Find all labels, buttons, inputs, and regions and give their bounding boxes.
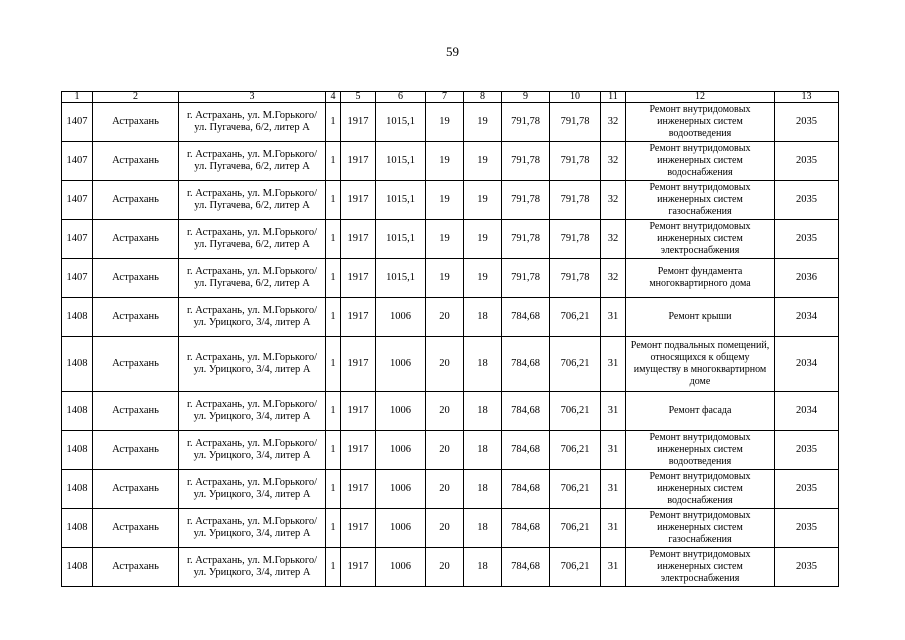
apartments-residential-cell: 18 xyxy=(464,431,502,470)
address-cell: г. Астрахань, ул. М.Горького/ ул. Урицкого, 3/4, литер А xyxy=(179,470,326,509)
city-cell: Астрахань xyxy=(93,298,179,337)
address-cell: г. Астрахань, ул. М.Горького/ ул. Пугачева, 6/2, литер А xyxy=(179,259,326,298)
year-built-cell: 1917 xyxy=(341,548,376,587)
apartments-total-cell: 20 xyxy=(426,431,464,470)
work-type-cell: Ремонт фасада xyxy=(626,392,775,431)
owned-area-cell: 791,78 xyxy=(550,103,601,142)
work-type-cell: Ремонт подвальных помещений, относящихся к общему имуществу в многоквартирном доме xyxy=(626,337,775,392)
residents-cell: 31 xyxy=(601,392,626,431)
total-area-cell: 1006 xyxy=(376,431,426,470)
row-number-cell: 1407 xyxy=(62,103,93,142)
work-type-cell: Ремонт внутридомовых инженерных систем газоснабжения xyxy=(626,509,775,548)
owned-area-cell: 706,21 xyxy=(550,392,601,431)
residents-cell: 32 xyxy=(601,220,626,259)
column-header: 4 xyxy=(326,92,341,103)
column-header: 12 xyxy=(626,92,775,103)
table-row xyxy=(62,103,839,142)
city-cell: Астрахань xyxy=(93,181,179,220)
table-row xyxy=(62,509,839,548)
apartments-residential-cell: 18 xyxy=(464,509,502,548)
work-type-cell: Ремонт внутридомовых инженерных систем газоснабжения xyxy=(626,181,775,220)
table-row xyxy=(62,470,839,509)
city-cell: Астрахань xyxy=(93,259,179,298)
row-number-cell: 1408 xyxy=(62,392,93,431)
residential-area-cell: 784,68 xyxy=(502,431,550,470)
building-count-cell: 1 xyxy=(326,298,341,337)
city-cell: Астрахань xyxy=(93,103,179,142)
row-number-cell: 1408 xyxy=(62,337,93,392)
column-header: 6 xyxy=(376,92,426,103)
planned-year-cell: 2035 xyxy=(775,509,839,548)
table-row xyxy=(62,548,839,587)
planned-year-cell: 2035 xyxy=(775,470,839,509)
residential-area-cell: 784,68 xyxy=(502,337,550,392)
year-built-cell: 1917 xyxy=(341,220,376,259)
column-header: 9 xyxy=(502,92,550,103)
year-built-cell: 1917 xyxy=(341,181,376,220)
repair-schedule-table xyxy=(61,91,839,587)
residential-area-cell: 784,68 xyxy=(502,392,550,431)
owned-area-cell: 706,21 xyxy=(550,431,601,470)
city-cell: Астрахань xyxy=(93,220,179,259)
apartments-total-cell: 20 xyxy=(426,298,464,337)
residents-cell: 31 xyxy=(601,548,626,587)
address-cell: г. Астрахань, ул. М.Горького/ ул. Пугачева, 6/2, литер А xyxy=(179,220,326,259)
building-count-cell: 1 xyxy=(326,431,341,470)
total-area-cell: 1006 xyxy=(376,392,426,431)
total-area-cell: 1015,1 xyxy=(376,220,426,259)
residents-cell: 31 xyxy=(601,509,626,548)
residents-cell: 31 xyxy=(601,337,626,392)
residents-cell: 32 xyxy=(601,181,626,220)
work-type-cell: Ремонт внутридомовых инженерных систем электроснабжения xyxy=(626,548,775,587)
planned-year-cell: 2034 xyxy=(775,337,839,392)
owned-area-cell: 706,21 xyxy=(550,337,601,392)
residents-cell: 31 xyxy=(601,470,626,509)
city-cell: Астрахань xyxy=(93,392,179,431)
row-number-cell: 1408 xyxy=(62,470,93,509)
page-number: 59 xyxy=(446,44,459,59)
year-built-cell: 1917 xyxy=(341,298,376,337)
column-header: 11 xyxy=(601,92,626,103)
planned-year-cell: 2035 xyxy=(775,142,839,181)
residential-area-cell: 784,68 xyxy=(502,298,550,337)
address-cell: г. Астрахань, ул. М.Горького/ ул. Урицкого, 3/4, литер А xyxy=(179,298,326,337)
year-built-cell: 1917 xyxy=(341,337,376,392)
residential-area-cell: 791,78 xyxy=(502,142,550,181)
apartments-total-cell: 20 xyxy=(426,509,464,548)
total-area-cell: 1015,1 xyxy=(376,181,426,220)
table-row xyxy=(62,337,839,392)
address-cell: г. Астрахань, ул. М.Горького/ ул. Пугачева, 6/2, литер А xyxy=(179,142,326,181)
owned-area-cell: 791,78 xyxy=(550,181,601,220)
residents-cell: 32 xyxy=(601,142,626,181)
year-built-cell: 1917 xyxy=(341,509,376,548)
apartments-total-cell: 19 xyxy=(426,181,464,220)
table-row xyxy=(62,431,839,470)
row-number-cell: 1408 xyxy=(62,509,93,548)
column-header: 13 xyxy=(775,92,839,103)
building-count-cell: 1 xyxy=(326,103,341,142)
address-cell: г. Астрахань, ул. М.Горького/ ул. Урицкого, 3/4, литер А xyxy=(179,548,326,587)
residential-area-cell: 784,68 xyxy=(502,548,550,587)
column-number-row xyxy=(62,92,839,103)
work-type-cell: Ремонт крыши xyxy=(626,298,775,337)
total-area-cell: 1015,1 xyxy=(376,259,426,298)
apartments-residential-cell: 19 xyxy=(464,142,502,181)
apartments-residential-cell: 18 xyxy=(464,392,502,431)
table-row xyxy=(62,298,839,337)
owned-area-cell: 706,21 xyxy=(550,298,601,337)
year-built-cell: 1917 xyxy=(341,470,376,509)
apartments-residential-cell: 19 xyxy=(464,103,502,142)
total-area-cell: 1015,1 xyxy=(376,103,426,142)
residents-cell: 32 xyxy=(601,259,626,298)
year-built-cell: 1917 xyxy=(341,103,376,142)
apartments-total-cell: 20 xyxy=(426,470,464,509)
column-header: 7 xyxy=(426,92,464,103)
building-count-cell: 1 xyxy=(326,509,341,548)
row-number-cell: 1408 xyxy=(62,548,93,587)
city-cell: Астрахань xyxy=(93,470,179,509)
row-number-cell: 1407 xyxy=(62,220,93,259)
apartments-residential-cell: 19 xyxy=(464,181,502,220)
year-built-cell: 1917 xyxy=(341,259,376,298)
column-header: 8 xyxy=(464,92,502,103)
address-cell: г. Астрахань, ул. М.Горького/ ул. Урицкого, 3/4, литер А xyxy=(179,337,326,392)
building-count-cell: 1 xyxy=(326,259,341,298)
building-count-cell: 1 xyxy=(326,470,341,509)
year-built-cell: 1917 xyxy=(341,392,376,431)
total-area-cell: 1015,1 xyxy=(376,142,426,181)
work-type-cell: Ремонт внутридомовых инженерных систем водоотведения xyxy=(626,431,775,470)
residential-area-cell: 784,68 xyxy=(502,470,550,509)
work-type-cell: Ремонт внутридомовых инженерных систем водоснабжения xyxy=(626,142,775,181)
residents-cell: 32 xyxy=(601,103,626,142)
row-number-cell: 1408 xyxy=(62,431,93,470)
year-built-cell: 1917 xyxy=(341,431,376,470)
planned-year-cell: 2034 xyxy=(775,298,839,337)
residential-area-cell: 791,78 xyxy=(502,103,550,142)
building-count-cell: 1 xyxy=(326,142,341,181)
apartments-total-cell: 19 xyxy=(426,103,464,142)
building-count-cell: 1 xyxy=(326,392,341,431)
apartments-residential-cell: 19 xyxy=(464,259,502,298)
planned-year-cell: 2035 xyxy=(775,548,839,587)
column-header: 1 xyxy=(62,92,93,103)
apartments-total-cell: 20 xyxy=(426,337,464,392)
owned-area-cell: 706,21 xyxy=(550,509,601,548)
table-row xyxy=(62,259,839,298)
work-type-cell: Ремонт внутридомовых инженерных систем водоснабжения xyxy=(626,470,775,509)
planned-year-cell: 2036 xyxy=(775,259,839,298)
row-number-cell: 1407 xyxy=(62,142,93,181)
building-count-cell: 1 xyxy=(326,337,341,392)
address-cell: г. Астрахань, ул. М.Горького/ ул. Урицкого, 3/4, литер А xyxy=(179,509,326,548)
building-count-cell: 1 xyxy=(326,220,341,259)
address-cell: г. Астрахань, ул. М.Горького/ ул. Пугачева, 6/2, литер А xyxy=(179,181,326,220)
building-count-cell: 1 xyxy=(326,548,341,587)
column-header: 3 xyxy=(179,92,326,103)
apartments-total-cell: 20 xyxy=(426,392,464,431)
city-cell: Астрахань xyxy=(93,142,179,181)
planned-year-cell: 2035 xyxy=(775,220,839,259)
planned-year-cell: 2034 xyxy=(775,392,839,431)
table-row xyxy=(62,142,839,181)
apartments-residential-cell: 18 xyxy=(464,470,502,509)
table-row xyxy=(62,220,839,259)
apartments-residential-cell: 18 xyxy=(464,337,502,392)
apartments-total-cell: 19 xyxy=(426,259,464,298)
residential-area-cell: 791,78 xyxy=(502,220,550,259)
total-area-cell: 1006 xyxy=(376,470,426,509)
work-type-cell: Ремонт внутридомовых инженерных систем водоотведения xyxy=(626,103,775,142)
residents-cell: 31 xyxy=(601,298,626,337)
planned-year-cell: 2035 xyxy=(775,181,839,220)
planned-year-cell: 2035 xyxy=(775,431,839,470)
city-cell: Астрахань xyxy=(93,548,179,587)
owned-area-cell: 706,21 xyxy=(550,548,601,587)
city-cell: Астрахань xyxy=(93,337,179,392)
owned-area-cell: 791,78 xyxy=(550,259,601,298)
apartments-residential-cell: 18 xyxy=(464,298,502,337)
column-header: 10 xyxy=(550,92,601,103)
city-cell: Астрахань xyxy=(93,431,179,470)
row-number-cell: 1408 xyxy=(62,298,93,337)
apartments-total-cell: 20 xyxy=(426,548,464,587)
apartments-total-cell: 19 xyxy=(426,220,464,259)
city-cell: Астрахань xyxy=(93,509,179,548)
building-count-cell: 1 xyxy=(326,181,341,220)
year-built-cell: 1917 xyxy=(341,142,376,181)
owned-area-cell: 791,78 xyxy=(550,220,601,259)
row-number-cell: 1407 xyxy=(62,259,93,298)
total-area-cell: 1006 xyxy=(376,548,426,587)
total-area-cell: 1006 xyxy=(376,298,426,337)
residents-cell: 31 xyxy=(601,431,626,470)
total-area-cell: 1006 xyxy=(376,509,426,548)
work-type-cell: Ремонт фундамента многоквартирного дома xyxy=(626,259,775,298)
owned-area-cell: 706,21 xyxy=(550,470,601,509)
address-cell: г. Астрахань, ул. М.Горького/ ул. Урицкого, 3/4, литер А xyxy=(179,392,326,431)
address-cell: г. Астрахань, ул. М.Горького/ ул. Пугачева, 6/2, литер А xyxy=(179,103,326,142)
planned-year-cell: 2035 xyxy=(775,103,839,142)
apartments-residential-cell: 19 xyxy=(464,220,502,259)
apartments-total-cell: 19 xyxy=(426,142,464,181)
residential-area-cell: 791,78 xyxy=(502,259,550,298)
address-cell: г. Астрахань, ул. М.Горького/ ул. Урицкого, 3/4, литер А xyxy=(179,431,326,470)
column-header: 2 xyxy=(93,92,179,103)
row-number-cell: 1407 xyxy=(62,181,93,220)
column-header: 5 xyxy=(341,92,376,103)
residential-area-cell: 791,78 xyxy=(502,181,550,220)
residential-area-cell: 784,68 xyxy=(502,509,550,548)
total-area-cell: 1006 xyxy=(376,337,426,392)
table-row xyxy=(62,392,839,431)
apartments-residential-cell: 18 xyxy=(464,548,502,587)
work-type-cell: Ремонт внутридомовых инженерных систем электроснабжения xyxy=(626,220,775,259)
table-row xyxy=(62,181,839,220)
owned-area-cell: 791,78 xyxy=(550,142,601,181)
